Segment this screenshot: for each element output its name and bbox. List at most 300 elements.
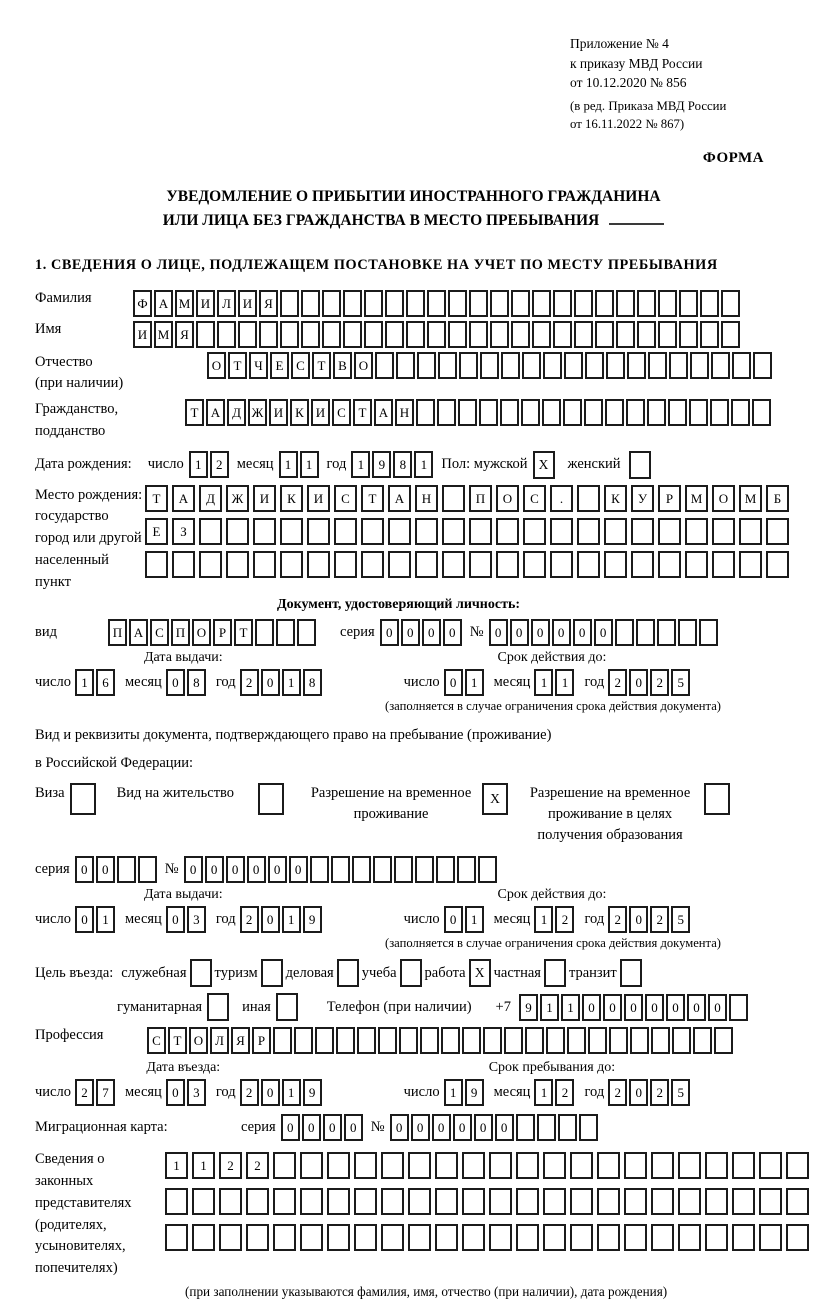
char-cell[interactable]: [469, 518, 492, 545]
char-cell[interactable]: У: [631, 485, 654, 512]
char-cell[interactable]: 0: [594, 619, 613, 646]
char-cell[interactable]: [570, 1224, 593, 1251]
char-cell[interactable]: 0: [573, 619, 592, 646]
char-cell[interactable]: [543, 1152, 566, 1179]
char-cell[interactable]: С: [150, 619, 169, 646]
char-cell[interactable]: [388, 518, 411, 545]
char-cell[interactable]: 1: [279, 451, 298, 478]
char-cell[interactable]: 1: [189, 451, 208, 478]
char-cell[interactable]: [280, 551, 303, 578]
char-cell[interactable]: 0: [268, 856, 287, 883]
char-cell[interactable]: С: [523, 485, 546, 512]
char-cell[interactable]: Я: [259, 290, 278, 317]
char-cell[interactable]: [343, 290, 362, 317]
residence-permit-checkbox[interactable]: [258, 783, 284, 815]
char-cell[interactable]: [500, 399, 519, 426]
char-cell[interactable]: [637, 290, 656, 317]
char-cell[interactable]: [543, 1224, 566, 1251]
char-cell[interactable]: П: [171, 619, 190, 646]
char-cell[interactable]: [300, 1224, 323, 1251]
purpose-study-checkbox[interactable]: [400, 959, 422, 987]
char-cell[interactable]: 0: [629, 669, 648, 696]
purpose-business-checkbox[interactable]: [337, 959, 359, 987]
char-cell[interactable]: [658, 290, 677, 317]
char-cell[interactable]: [294, 1027, 313, 1054]
char-cell[interactable]: [786, 1152, 809, 1179]
char-cell[interactable]: 0: [531, 619, 550, 646]
char-cell[interactable]: [636, 619, 655, 646]
char-cell[interactable]: [678, 1152, 701, 1179]
char-cell[interactable]: 1: [165, 1152, 188, 1179]
char-cell[interactable]: О: [192, 619, 211, 646]
char-cell[interactable]: [584, 399, 603, 426]
sex-male-checkbox[interactable]: X: [533, 451, 555, 479]
char-cell[interactable]: Р: [252, 1027, 271, 1054]
char-cell[interactable]: [364, 321, 383, 348]
char-cell[interactable]: [442, 518, 465, 545]
temp-residence-checkbox[interactable]: X: [482, 783, 508, 815]
char-cell[interactable]: 2: [555, 906, 574, 933]
char-cell[interactable]: [537, 1114, 556, 1141]
char-cell[interactable]: 2: [75, 1079, 94, 1106]
char-cell[interactable]: 0: [323, 1114, 342, 1141]
temp-residence-education-checkbox[interactable]: [704, 783, 730, 815]
char-cell[interactable]: [496, 518, 519, 545]
char-cell[interactable]: 7: [96, 1079, 115, 1106]
char-cell[interactable]: [516, 1188, 539, 1215]
char-cell[interactable]: [469, 290, 488, 317]
char-cell[interactable]: [550, 518, 573, 545]
char-cell[interactable]: [525, 1027, 544, 1054]
char-cell[interactable]: [766, 551, 789, 578]
char-cell[interactable]: [253, 518, 276, 545]
char-cell[interactable]: [648, 352, 667, 379]
char-cell[interactable]: С: [147, 1027, 166, 1054]
char-cell[interactable]: [712, 518, 735, 545]
char-cell[interactable]: [408, 1224, 431, 1251]
char-cell[interactable]: [605, 399, 624, 426]
char-cell[interactable]: 8: [393, 451, 412, 478]
char-cell[interactable]: 0: [432, 1114, 451, 1141]
char-cell[interactable]: [624, 1152, 647, 1179]
char-cell[interactable]: [469, 551, 492, 578]
char-cell[interactable]: 0: [443, 619, 462, 646]
char-cell[interactable]: 0: [629, 1079, 648, 1106]
char-cell[interactable]: [458, 399, 477, 426]
char-cell[interactable]: 0: [166, 669, 185, 696]
char-cell[interactable]: [246, 1224, 269, 1251]
char-cell[interactable]: 0: [401, 619, 420, 646]
char-cell[interactable]: [543, 352, 562, 379]
char-cell[interactable]: О: [712, 485, 735, 512]
char-cell[interactable]: [658, 518, 681, 545]
char-cell[interactable]: [532, 290, 551, 317]
char-cell[interactable]: 1: [414, 451, 433, 478]
char-cell[interactable]: .: [550, 485, 573, 512]
char-cell[interactable]: [521, 399, 540, 426]
char-cell[interactable]: [441, 1027, 460, 1054]
char-cell[interactable]: [711, 352, 730, 379]
char-cell[interactable]: [705, 1152, 728, 1179]
char-cell[interactable]: [729, 994, 748, 1021]
char-cell[interactable]: 6: [96, 669, 115, 696]
purpose-humanitarian-checkbox[interactable]: [207, 993, 229, 1021]
char-cell[interactable]: В: [333, 352, 352, 379]
char-cell[interactable]: 1: [282, 669, 301, 696]
char-cell[interactable]: [690, 352, 709, 379]
char-cell[interactable]: [219, 1188, 242, 1215]
char-cell[interactable]: А: [172, 485, 195, 512]
char-cell[interactable]: [361, 551, 384, 578]
char-cell[interactable]: Н: [395, 399, 414, 426]
char-cell[interactable]: [700, 290, 719, 317]
char-cell[interactable]: 2: [246, 1152, 269, 1179]
purpose-private-checkbox[interactable]: [544, 959, 566, 987]
char-cell[interactable]: [637, 321, 656, 348]
char-cell[interactable]: [435, 1188, 458, 1215]
char-cell[interactable]: [373, 856, 392, 883]
char-cell[interactable]: [480, 352, 499, 379]
char-cell[interactable]: [415, 518, 438, 545]
char-cell[interactable]: Д: [199, 485, 222, 512]
char-cell[interactable]: [496, 551, 519, 578]
char-cell[interactable]: [668, 399, 687, 426]
char-cell[interactable]: 2: [240, 906, 259, 933]
char-cell[interactable]: [631, 551, 654, 578]
char-cell[interactable]: [489, 1224, 512, 1251]
char-cell[interactable]: [574, 321, 593, 348]
char-cell[interactable]: 0: [510, 619, 529, 646]
char-cell[interactable]: [669, 352, 688, 379]
char-cell[interactable]: [597, 1224, 620, 1251]
char-cell[interactable]: [595, 290, 614, 317]
char-cell[interactable]: [427, 321, 446, 348]
char-cell[interactable]: [786, 1188, 809, 1215]
char-cell[interactable]: 1: [96, 906, 115, 933]
char-cell[interactable]: [297, 619, 316, 646]
char-cell[interactable]: [489, 1152, 512, 1179]
char-cell[interactable]: [331, 856, 350, 883]
char-cell[interactable]: [490, 321, 509, 348]
char-cell[interactable]: И: [133, 321, 152, 348]
char-cell[interactable]: 0: [708, 994, 727, 1021]
char-cell[interactable]: [732, 352, 751, 379]
char-cell[interactable]: 9: [519, 994, 538, 1021]
char-cell[interactable]: 0: [422, 619, 441, 646]
char-cell[interactable]: [145, 551, 168, 578]
char-cell[interactable]: 8: [303, 669, 322, 696]
char-cell[interactable]: Ж: [226, 485, 249, 512]
char-cell[interactable]: Т: [361, 485, 384, 512]
char-cell[interactable]: [462, 1027, 481, 1054]
char-cell[interactable]: [416, 399, 435, 426]
char-cell[interactable]: И: [307, 485, 330, 512]
char-cell[interactable]: [435, 1152, 458, 1179]
char-cell[interactable]: [631, 518, 654, 545]
char-cell[interactable]: [511, 290, 530, 317]
char-cell[interactable]: 2: [608, 669, 627, 696]
char-cell[interactable]: 9: [372, 451, 391, 478]
char-cell[interactable]: [721, 321, 740, 348]
char-cell[interactable]: [310, 856, 329, 883]
char-cell[interactable]: [624, 1224, 647, 1251]
char-cell[interactable]: 0: [166, 1079, 185, 1106]
char-cell[interactable]: [616, 321, 635, 348]
char-cell[interactable]: [259, 321, 278, 348]
char-cell[interactable]: М: [685, 485, 708, 512]
char-cell[interactable]: [469, 321, 488, 348]
char-cell[interactable]: Н: [415, 485, 438, 512]
char-cell[interactable]: 9: [465, 1079, 484, 1106]
char-cell[interactable]: [705, 1224, 728, 1251]
char-cell[interactable]: 5: [671, 669, 690, 696]
char-cell[interactable]: [307, 518, 330, 545]
char-cell[interactable]: [327, 1224, 350, 1251]
char-cell[interactable]: Т: [234, 619, 253, 646]
char-cell[interactable]: [563, 399, 582, 426]
char-cell[interactable]: 1: [444, 1079, 463, 1106]
char-cell[interactable]: [406, 321, 425, 348]
char-cell[interactable]: 1: [465, 906, 484, 933]
char-cell[interactable]: [273, 1188, 296, 1215]
char-cell[interactable]: Т: [168, 1027, 187, 1054]
char-cell[interactable]: [117, 856, 136, 883]
char-cell[interactable]: [448, 290, 467, 317]
char-cell[interactable]: [678, 1188, 701, 1215]
char-cell[interactable]: [604, 518, 627, 545]
char-cell[interactable]: Л: [210, 1027, 229, 1054]
purpose-official-checkbox[interactable]: [190, 959, 212, 987]
char-cell[interactable]: [522, 352, 541, 379]
char-cell[interactable]: Т: [312, 352, 331, 379]
char-cell[interactable]: О: [189, 1027, 208, 1054]
char-cell[interactable]: [408, 1188, 431, 1215]
char-cell[interactable]: [375, 352, 394, 379]
char-cell[interactable]: 2: [650, 906, 669, 933]
char-cell[interactable]: [165, 1188, 188, 1215]
char-cell[interactable]: 1: [534, 669, 553, 696]
char-cell[interactable]: [301, 321, 320, 348]
char-cell[interactable]: 0: [629, 906, 648, 933]
char-cell[interactable]: [658, 321, 677, 348]
char-cell[interactable]: [427, 290, 446, 317]
char-cell[interactable]: 0: [261, 669, 280, 696]
char-cell[interactable]: 1: [282, 1079, 301, 1106]
char-cell[interactable]: [609, 1027, 628, 1054]
char-cell[interactable]: 0: [624, 994, 643, 1021]
char-cell[interactable]: [354, 1152, 377, 1179]
char-cell[interactable]: [457, 856, 476, 883]
char-cell[interactable]: 0: [489, 619, 508, 646]
char-cell[interactable]: [226, 518, 249, 545]
char-cell[interactable]: [595, 321, 614, 348]
char-cell[interactable]: [516, 1114, 535, 1141]
char-cell[interactable]: [327, 1152, 350, 1179]
char-cell[interactable]: [550, 551, 573, 578]
char-cell[interactable]: Т: [353, 399, 372, 426]
char-cell[interactable]: [753, 352, 772, 379]
char-cell[interactable]: [712, 551, 735, 578]
char-cell[interactable]: 9: [303, 1079, 322, 1106]
char-cell[interactable]: А: [154, 290, 173, 317]
char-cell[interactable]: [417, 352, 436, 379]
char-cell[interactable]: [217, 321, 236, 348]
char-cell[interactable]: [504, 1027, 523, 1054]
char-cell[interactable]: [577, 551, 600, 578]
char-cell[interactable]: Т: [185, 399, 204, 426]
char-cell[interactable]: А: [206, 399, 225, 426]
char-cell[interactable]: [699, 619, 718, 646]
char-cell[interactable]: 2: [240, 669, 259, 696]
char-cell[interactable]: [516, 1224, 539, 1251]
char-cell[interactable]: Б: [766, 485, 789, 512]
char-cell[interactable]: [700, 321, 719, 348]
char-cell[interactable]: 0: [495, 1114, 514, 1141]
char-cell[interactable]: [786, 1224, 809, 1251]
char-cell[interactable]: [678, 619, 697, 646]
char-cell[interactable]: [721, 290, 740, 317]
char-cell[interactable]: [597, 1152, 620, 1179]
char-cell[interactable]: 1: [540, 994, 559, 1021]
char-cell[interactable]: М: [739, 485, 762, 512]
char-cell[interactable]: [658, 551, 681, 578]
char-cell[interactable]: [435, 1224, 458, 1251]
char-cell[interactable]: [732, 1188, 755, 1215]
purpose-tourism-checkbox[interactable]: [261, 959, 283, 987]
char-cell[interactable]: 9: [303, 906, 322, 933]
char-cell[interactable]: [280, 321, 299, 348]
char-cell[interactable]: [354, 1188, 377, 1215]
char-cell[interactable]: [523, 551, 546, 578]
char-cell[interactable]: [352, 856, 371, 883]
char-cell[interactable]: [490, 290, 509, 317]
char-cell[interactable]: [546, 1027, 565, 1054]
char-cell[interactable]: И: [311, 399, 330, 426]
char-cell[interactable]: 2: [219, 1152, 242, 1179]
char-cell[interactable]: [253, 551, 276, 578]
char-cell[interactable]: 1: [282, 906, 301, 933]
char-cell[interactable]: А: [129, 619, 148, 646]
char-cell[interactable]: [577, 518, 600, 545]
char-cell[interactable]: [516, 1152, 539, 1179]
char-cell[interactable]: [301, 290, 320, 317]
char-cell[interactable]: 3: [187, 1079, 206, 1106]
char-cell[interactable]: [354, 1224, 377, 1251]
char-cell[interactable]: [693, 1027, 712, 1054]
char-cell[interactable]: Я: [231, 1027, 250, 1054]
char-cell[interactable]: 0: [474, 1114, 493, 1141]
char-cell[interactable]: 0: [380, 619, 399, 646]
char-cell[interactable]: [647, 399, 666, 426]
char-cell[interactable]: 1: [534, 906, 553, 933]
char-cell[interactable]: А: [388, 485, 411, 512]
char-cell[interactable]: [577, 485, 600, 512]
char-cell[interactable]: 0: [226, 856, 245, 883]
char-cell[interactable]: 0: [453, 1114, 472, 1141]
char-cell[interactable]: [542, 399, 561, 426]
char-cell[interactable]: Ж: [248, 399, 267, 426]
char-cell[interactable]: [651, 1188, 674, 1215]
char-cell[interactable]: [501, 352, 520, 379]
char-cell[interactable]: [679, 290, 698, 317]
char-cell[interactable]: 0: [247, 856, 266, 883]
char-cell[interactable]: И: [253, 485, 276, 512]
char-cell[interactable]: [739, 551, 762, 578]
char-cell[interactable]: С: [291, 352, 310, 379]
char-cell[interactable]: 1: [555, 669, 574, 696]
char-cell[interactable]: 1: [75, 669, 94, 696]
char-cell[interactable]: [679, 321, 698, 348]
char-cell[interactable]: 5: [671, 906, 690, 933]
char-cell[interactable]: [381, 1224, 404, 1251]
purpose-work-checkbox[interactable]: X: [469, 959, 491, 987]
char-cell[interactable]: 0: [666, 994, 685, 1021]
char-cell[interactable]: Т: [228, 352, 247, 379]
char-cell[interactable]: [459, 352, 478, 379]
char-cell[interactable]: [624, 1188, 647, 1215]
char-cell[interactable]: [385, 321, 404, 348]
char-cell[interactable]: 0: [281, 1114, 300, 1141]
char-cell[interactable]: [226, 551, 249, 578]
char-cell[interactable]: 2: [555, 1079, 574, 1106]
sex-female-checkbox[interactable]: [629, 451, 651, 479]
char-cell[interactable]: М: [175, 290, 194, 317]
char-cell[interactable]: [752, 399, 771, 426]
char-cell[interactable]: [385, 290, 404, 317]
char-cell[interactable]: Е: [270, 352, 289, 379]
char-cell[interactable]: [543, 1188, 566, 1215]
char-cell[interactable]: О: [354, 352, 373, 379]
char-cell[interactable]: [553, 290, 572, 317]
char-cell[interactable]: [364, 290, 383, 317]
char-cell[interactable]: 0: [552, 619, 571, 646]
char-cell[interactable]: [378, 1027, 397, 1054]
char-cell[interactable]: [739, 518, 762, 545]
char-cell[interactable]: А: [374, 399, 393, 426]
char-cell[interactable]: 1: [351, 451, 370, 478]
char-cell[interactable]: [579, 1114, 598, 1141]
char-cell[interactable]: И: [269, 399, 288, 426]
char-cell[interactable]: [406, 290, 425, 317]
char-cell[interactable]: 0: [261, 1079, 280, 1106]
char-cell[interactable]: [199, 551, 222, 578]
char-cell[interactable]: [280, 518, 303, 545]
char-cell[interactable]: [685, 518, 708, 545]
char-cell[interactable]: 2: [210, 451, 229, 478]
char-cell[interactable]: [138, 856, 157, 883]
char-cell[interactable]: [710, 399, 729, 426]
char-cell[interactable]: 2: [608, 906, 627, 933]
char-cell[interactable]: 8: [187, 669, 206, 696]
char-cell[interactable]: [651, 1152, 674, 1179]
char-cell[interactable]: И: [196, 290, 215, 317]
char-cell[interactable]: 0: [411, 1114, 430, 1141]
char-cell[interactable]: [408, 1152, 431, 1179]
char-cell[interactable]: М: [154, 321, 173, 348]
char-cell[interactable]: [597, 1188, 620, 1215]
char-cell[interactable]: 0: [96, 856, 115, 883]
char-cell[interactable]: 0: [390, 1114, 409, 1141]
char-cell[interactable]: [448, 321, 467, 348]
char-cell[interactable]: [276, 619, 295, 646]
char-cell[interactable]: [616, 290, 635, 317]
char-cell[interactable]: [394, 856, 413, 883]
char-cell[interactable]: [570, 1152, 593, 1179]
char-cell[interactable]: [672, 1027, 691, 1054]
char-cell[interactable]: [574, 290, 593, 317]
char-cell[interactable]: [532, 321, 551, 348]
char-cell[interactable]: [246, 1188, 269, 1215]
